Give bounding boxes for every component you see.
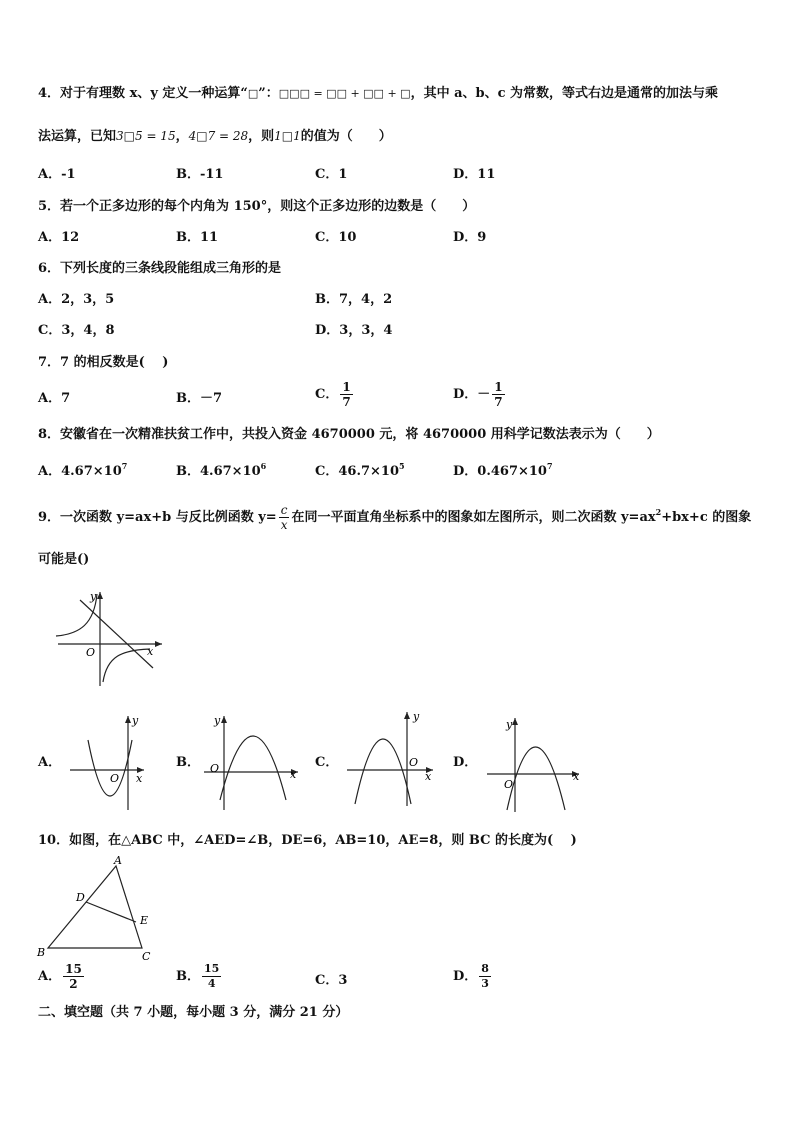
q9-frac-den: x: [280, 518, 288, 532]
q8-option-a: [38, 457, 127, 481]
q10-b-label: B．: [176, 969, 200, 984]
q10-a-label: A．: [38, 969, 62, 984]
y-arrow-icon: [97, 592, 103, 599]
q9-option-a-graph: [68, 712, 150, 812]
q4-option-c: C．1: [315, 167, 348, 182]
x-label: x: [425, 770, 432, 783]
origin-label: O: [86, 646, 96, 659]
q7-c-den: 7: [342, 395, 351, 409]
x-label: x: [147, 645, 154, 658]
q10-a-num: 15: [65, 962, 82, 976]
q9-sup: 2: [655, 507, 662, 517]
q10-option-c: C．3: [315, 973, 348, 988]
q8-text: 8．安徽省在一次精准扶贫工作中，共投入资金 4670000 元，将 4670000 用科学记数法表示为（ ）: [38, 427, 660, 442]
q10-d-label: D．: [453, 969, 478, 984]
q10-b-fraction: [202, 962, 221, 991]
parabola-curve: [220, 736, 286, 800]
q4-option-d: D．11: [453, 167, 496, 182]
q9-option-b-label: B．: [176, 755, 200, 770]
q4-text-5: ，则: [248, 129, 275, 144]
q9-fraction: [279, 503, 290, 532]
q9-line1: [38, 503, 751, 532]
vertex-b-label: B: [37, 946, 46, 959]
point-e-label: E: [140, 914, 149, 927]
q5-option-d: D．9: [453, 230, 487, 245]
origin-label: O: [504, 778, 514, 791]
q10-d-den: 3: [481, 977, 489, 990]
q10-a-fraction: [63, 962, 84, 991]
y-label: y: [132, 714, 139, 727]
origin-label: O: [110, 772, 120, 785]
q9-frac-num: c: [280, 503, 288, 517]
q4-ask: 1□1: [274, 129, 301, 143]
q4-condition-2: 4□7 = 28: [188, 129, 249, 143]
q8-c-exp: 5: [399, 461, 405, 471]
q5-option-a: A．12: [38, 230, 80, 245]
x-label: x: [136, 772, 143, 785]
q6-option-a: A．2，3，5: [38, 292, 115, 307]
q10-option-d: [453, 962, 493, 991]
q10-b-den: 4: [207, 977, 216, 990]
y-label: y: [214, 714, 221, 727]
q9-option-a-label: A．: [38, 755, 62, 770]
q9-text-3: +bx+c 的图象: [661, 510, 752, 525]
q7-option-d-fraction: [492, 380, 504, 409]
q8-option-b: [176, 457, 266, 481]
q5-option-b: B．11: [176, 230, 219, 245]
q8-option-c: [315, 457, 405, 481]
parabola-curve: [507, 747, 565, 810]
q7-option-d: [453, 380, 507, 409]
q4-op-box: □: [247, 87, 259, 100]
q8-a-base: 4.67×10: [61, 464, 122, 479]
q9-option-d-graph: [485, 714, 585, 814]
q5-text: 5．若一个正多边形的每个内角为 150°，则这个正多边形的边数是（ ）: [38, 199, 476, 214]
q6-option-c: C．3，4，8: [38, 323, 115, 338]
q4-line1: [38, 85, 718, 103]
q6-option-d: D．3，3，4: [315, 323, 393, 338]
q4-line2: [38, 127, 392, 146]
q10-d-num: 8: [481, 962, 489, 975]
q10-triangle-figure: [34, 852, 164, 964]
origin-label: O: [210, 762, 220, 775]
q9-text-2: 在同一平面直角坐标系中的图象如左图所示，则二次函数 y=ax: [291, 510, 656, 525]
origin-label: O: [409, 756, 419, 769]
q10-d-fraction: [479, 962, 491, 991]
y-arrow-icon: [221, 716, 227, 723]
q7-d-den: 7: [494, 395, 503, 409]
q9-line2: 可能是(): [38, 552, 90, 567]
q10-option-b: [176, 962, 223, 991]
q4-text-1: 4．对于有理数 x、y 定义一种运算“: [38, 86, 248, 101]
q8-c-base: 46.7×10: [338, 464, 400, 479]
y-label: y: [506, 718, 513, 731]
vertex-c-label: C: [142, 950, 151, 963]
q9-option-d-label: D．: [453, 755, 478, 770]
q4-formula: □□□ = □□ + □□ + □: [278, 87, 411, 100]
q8-d-label: D．: [453, 464, 478, 479]
x-label: x: [573, 770, 580, 783]
q9-reference-graph: [50, 586, 170, 691]
q10-option-a: [38, 962, 86, 991]
q8-c-label: C．: [315, 464, 339, 479]
q4-condition-1: 3□5 = 15: [116, 129, 176, 143]
q8-b-base: 4.67×10: [200, 464, 261, 479]
q8-d-exp: 7: [546, 461, 553, 471]
q9-text-1: 9．一次函数 y=ax+b 与反比例函数 y=: [38, 510, 277, 525]
point-d-label: D: [76, 891, 85, 904]
x-arrow-icon: [155, 641, 162, 647]
q9-option-c-label: C．: [315, 755, 339, 770]
y-arrow-icon: [512, 718, 518, 725]
q10-text: 10．如图，在△ABC 中，∠AED=∠B，DE=6，AB=10，AE=8，则 BC 的长度为( ): [38, 833, 577, 848]
q4-text-2: ”：: [258, 86, 279, 101]
q7-option-d-label: D．－: [453, 387, 491, 402]
y-label: y: [413, 710, 420, 723]
q6-option-b: B．7，4，2: [315, 292, 393, 307]
q7-d-num: 1: [494, 380, 503, 394]
q10-a-den: 2: [69, 977, 78, 991]
x-label: x: [290, 768, 297, 781]
triangle-abc: [48, 866, 142, 948]
q7-option-c-label: C．: [315, 387, 339, 402]
q7-c-num: 1: [342, 380, 351, 394]
parabola-curve: [88, 740, 132, 796]
q7-option-a: A．7: [38, 391, 71, 406]
q7-text: 7．7 的相反数是( ): [38, 355, 169, 370]
y-label: y: [90, 590, 97, 603]
y-arrow-icon: [125, 716, 131, 723]
parabola-curve: [355, 739, 411, 804]
q8-b-exp: 6: [260, 461, 267, 471]
q8-a-exp: 7: [121, 461, 128, 471]
q4-text-3: ，其中 a、b、c 为常数，等式右边是通常的加法与乘: [410, 86, 719, 101]
q7-option-c: [315, 380, 355, 409]
section-2-heading: 二、填空题（共 7 小题，每小题 3 分，满分 21 分）: [38, 1005, 349, 1020]
q4-option-b: B．-11: [176, 167, 224, 182]
q4-text-4: 法运算，已知: [38, 129, 117, 144]
q4-option-a: A．-1: [38, 167, 76, 182]
hyperbola-branch-right: [103, 649, 150, 682]
q4-text-6: 的值为（ ）: [300, 129, 392, 144]
q9-option-b-graph: [202, 712, 302, 812]
q8-option-d: [453, 457, 553, 481]
q7-option-c-fraction: [340, 380, 352, 409]
q8-a-label: A．: [38, 464, 62, 479]
y-arrow-icon: [404, 712, 410, 719]
q7-option-b: B．－7: [176, 391, 223, 406]
q4-sep: ，: [175, 129, 189, 144]
q8-b-label: B．: [176, 464, 200, 479]
q5-option-c: C．10: [315, 230, 357, 245]
q6-text: 6．下列长度的三条线段能组成三角形的是: [38, 261, 282, 276]
vertex-a-label: A: [114, 854, 122, 867]
q9-option-c-graph: [345, 708, 437, 808]
q10-b-num: 15: [204, 962, 220, 975]
q8-d-base: 0.467×10: [477, 464, 547, 479]
